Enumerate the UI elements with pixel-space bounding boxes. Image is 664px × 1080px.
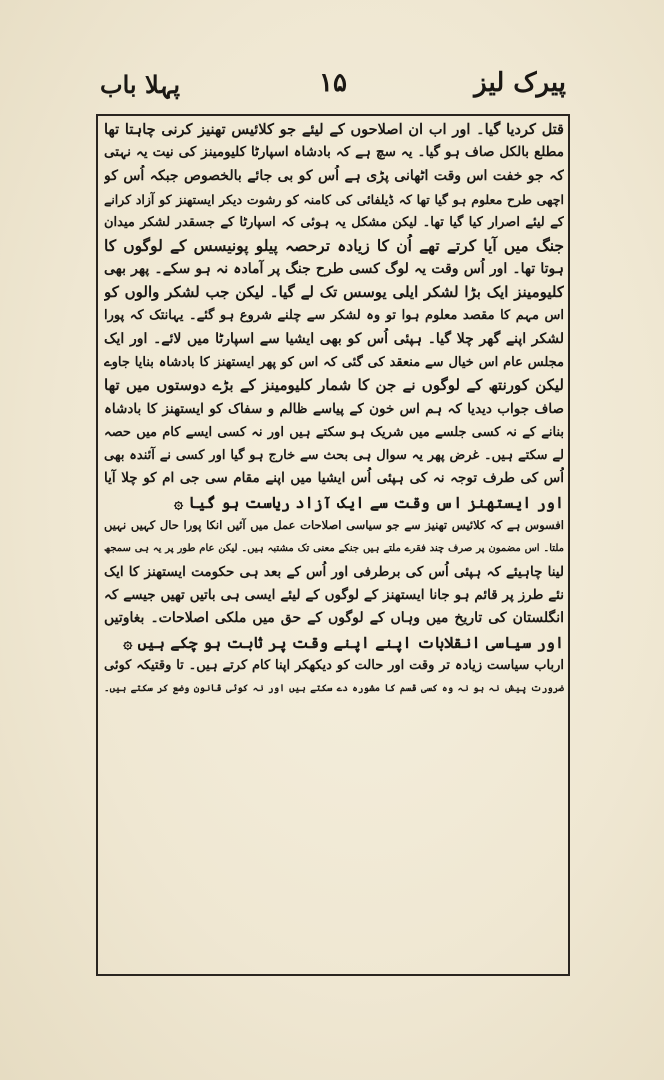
text-line: ملتا۔ اس مضمون پر صرف چند فقرے ملتے ہیں جنکے معنی تک مشتبہ ہیں۔ لیکن عام طور پر یہ ہی سمجھ xyxy=(104,543,564,555)
text-line: کے لیئے اصرار کیا گیا تھا۔ لیکن مشکل یہ ہوئی کہ اسپارٹا کے جسقدر لشکر میدان xyxy=(104,215,564,231)
book-title: پیرک لیز xyxy=(474,68,566,98)
text-line: اور سیاسی انقلابات اپنے اپنے وقت پر ثابت ہو چکے ہیں ۞ xyxy=(123,632,564,652)
text-line: صاف جواب دیدیا کہ ہم اس خون کے پیاسے ظالم و سفاک کو ایستھنز کا بادشاہ xyxy=(104,400,564,417)
text-line: اُس کی طرف توجہ نہ کی ہپئی اُس ایشیا میں اپنے مقام سی جی ام کو چلا آیا xyxy=(104,470,564,487)
text-line: جنگ میں آیا کرتے تھے اُن کا زیادہ ترحصہ پیلو پونیسس کے لوگوں کا xyxy=(104,236,564,256)
text-line: اور ایستھنز اس وقت سے ایک آزاد ریاست ہو گیا ۞ xyxy=(174,492,564,512)
text-line: اس مہم کا مقصد معلوم ہوا تو وہ لشکر سے چلنے شروع ہو گئے۔ یہانتک کہ پورا xyxy=(104,308,564,324)
text-line: بنانے کے نہ کسی جلسے میں شریک ہو سکتے ہیں اور نہ کسی ایسے کام میں حصہ xyxy=(104,424,564,440)
text-line: لینا چاہیئے کہ ہپئی اُس کی برطرفی اور اُس کے بعد ہی حکومت ایستھنز کا ایک xyxy=(104,563,564,580)
text-line: نئے طرز پر قائم ہو جانا ایستھنز کے لوگوں کے لیئے ایسی ہی باتیں تھیں جیسے کہ xyxy=(104,586,564,603)
page-number: ۱۵ xyxy=(319,68,347,98)
text-line: انگلستان کی تاریخ میں وہاں کے لوگوں کے حق میں ملکی اصلاحات۔ بغاوتیں xyxy=(104,610,564,627)
text-line: لیکن کورنتھ کے لوگوں نے جن کا شمار کلیومینز کے بڑے دوستوں میں تھا xyxy=(104,376,564,395)
running-header xyxy=(100,64,566,108)
text-line: مجلس عام اس خیال سے منعقد کی گئی کہ اس کو پھر ایستھنز کا بادشاہ بنایا جاوے xyxy=(104,354,564,370)
text-line: مطلع بالکل صاف ہو گیا۔ یہ سچ ہے کہ بادشاہ اسپارٹا کلیومینز کی نیت یہ نہتی xyxy=(104,144,564,161)
chapter-title: پہلا باب xyxy=(100,70,181,99)
text-line: ضرورت پیش نہ ہو نہ وہ کسی قسم کا مشورہ دے سکتے ہیں اور نہ کوئی قانون وضع کر سکتے ہیں۔ xyxy=(104,683,564,695)
text-line: لے سکتے ہیں۔ غرض پھر یہ سوال ہی بحث سے خارج ہو گیا اور کسی نے آئندہ بھی xyxy=(104,448,564,464)
body-text xyxy=(104,118,564,972)
text-line: اچھی طرح معلوم ہو گیا تھا کہ ڈیلفائی کی کامنہ کو رشوت دیکر ایستھنز کو آزاد کرانے xyxy=(104,191,564,207)
text-line: ارباب سیاست زیادہ تر وقت اور حالت کو دیکھکر اپنا کام کرتے ہیں۔ تا وقتیکہ کوئی xyxy=(104,657,564,673)
text-line: لشکر اپنے گھر چلا گیا۔ ہپئی اُس کو بھی ایشیا سے اسپارٹا میں لائے۔ اور ایک xyxy=(104,330,564,347)
text-line: قتل کردیا گیا۔ اور اب ان اصلاحوں کے لیئے جو کلائیس تھنیز کرنی چاہتا تھا xyxy=(104,121,564,138)
text-line: کہ جو خفت اس وقت اٹھانی پڑی ہے اُس کو بی جائے بالخصوص جبکہ اُس کو xyxy=(104,167,564,184)
text-line: کلیومینز ایک بڑا لشکر ایلی یوسس تک لے گیا۔ لیکن جب لشکر والوں کو xyxy=(104,283,564,302)
text-line: افسوس ہے کہ کلائیس تھنیز سے جو سیاسی اصلاحات عمل میں آئیں انکا پورا حال کہیں نہیں xyxy=(104,518,564,533)
text-line: ہوتا تھا۔ اور اُس وقت یہ لوگ کسی طرح جنگ پر آمادہ نہ ہو سکے۔ پھر بھی xyxy=(104,260,564,277)
